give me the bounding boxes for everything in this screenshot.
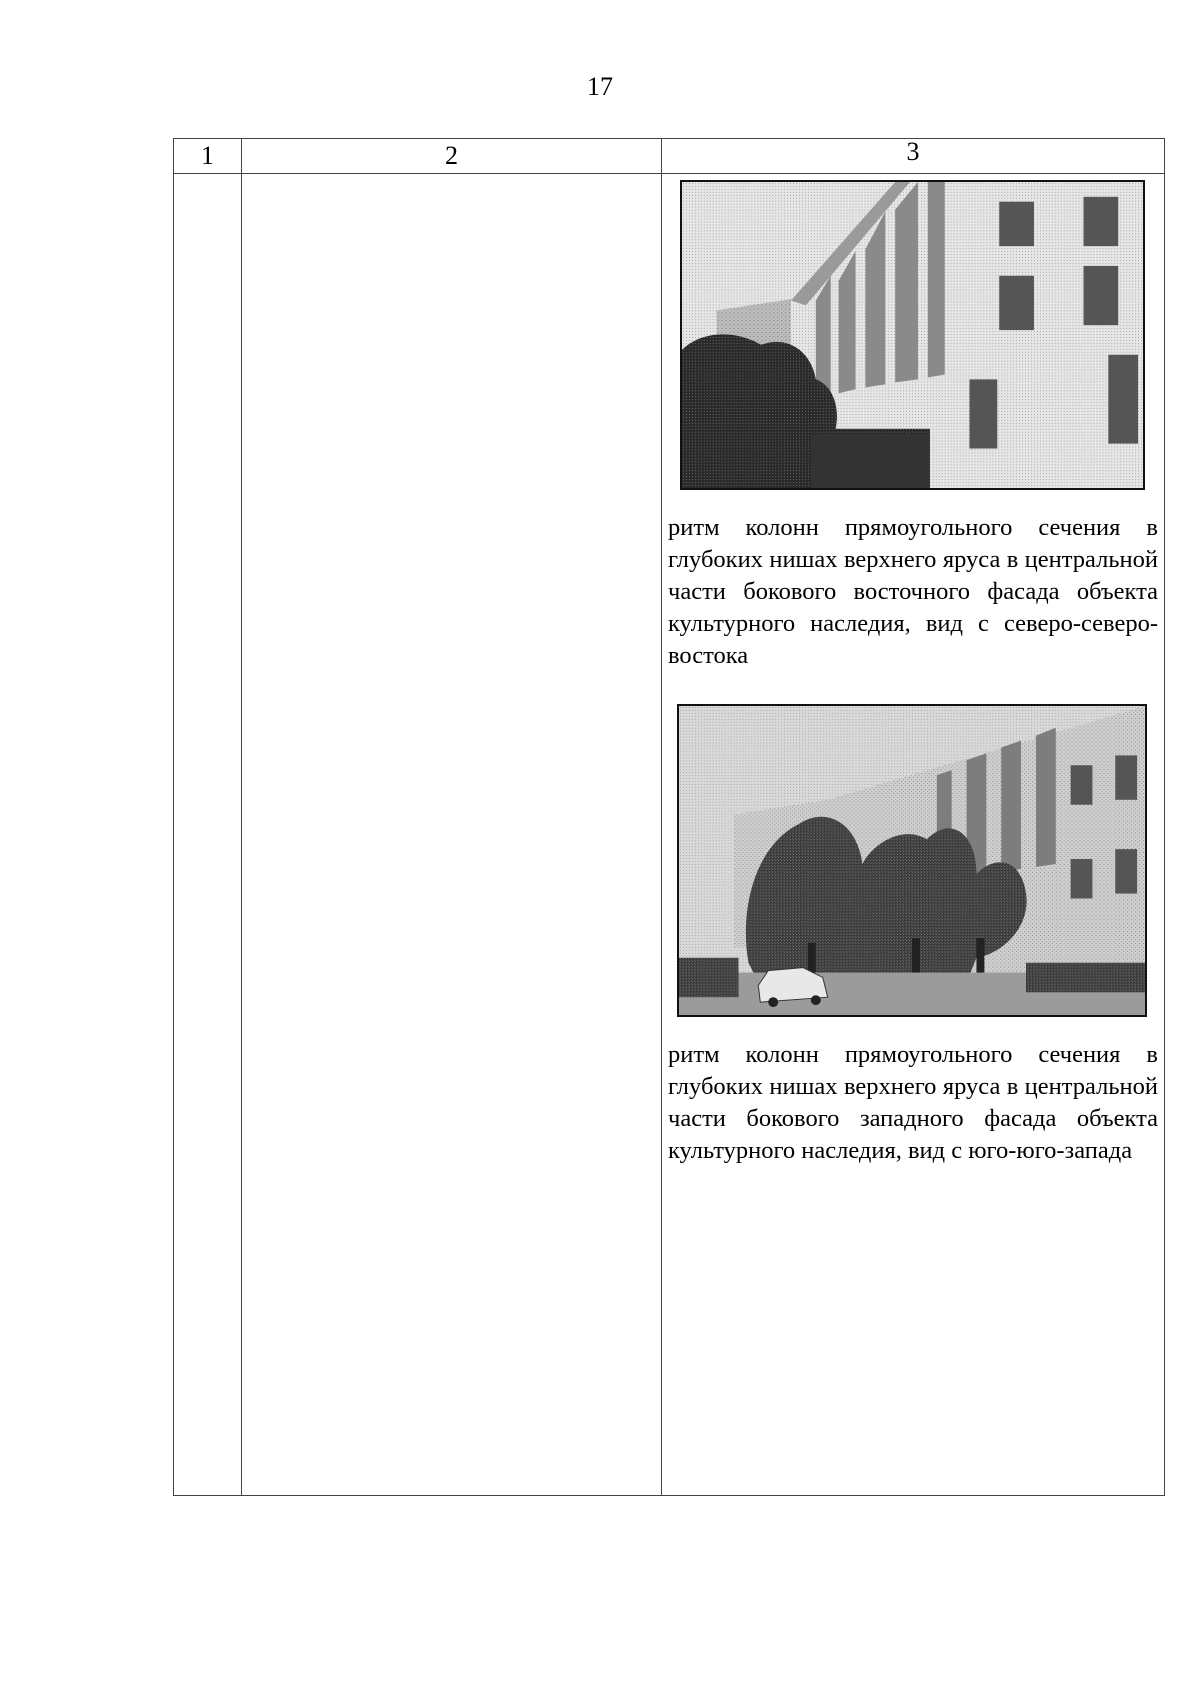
table-row: [174, 174, 1165, 1496]
photo-caption-west: ритм колонн прямоугольного сечения в глубоких нишах верхнего яруса в центральной части бокового западного фасада объекта культурного наследия, вид с юго-юго-запада: [668, 1041, 1158, 1164]
column-header-3: 3: [662, 139, 1165, 174]
document-table: [173, 138, 1165, 1496]
building-photo-west-facade: [677, 704, 1147, 1017]
photo-east-facade-image: [682, 182, 1143, 488]
photo-west-facade-image: [679, 706, 1145, 1015]
column-header-2: 2: [242, 139, 662, 174]
table-header-row: [174, 139, 1165, 174]
page-number: 17: [587, 72, 613, 101]
building-photo-east-facade: [680, 180, 1145, 490]
cell-col2: [242, 174, 662, 1496]
cell-col1: [174, 174, 242, 1496]
photo-caption-east: ритм колонн прямоугольного сечения в глубоких нишах верхнего яруса в центральной части бокового восточного фасада объекта культурного наследия, вид с северо-северо-востока: [668, 514, 1158, 669]
column-header-1: 1: [174, 139, 242, 174]
cell-col3: [662, 174, 1165, 1496]
